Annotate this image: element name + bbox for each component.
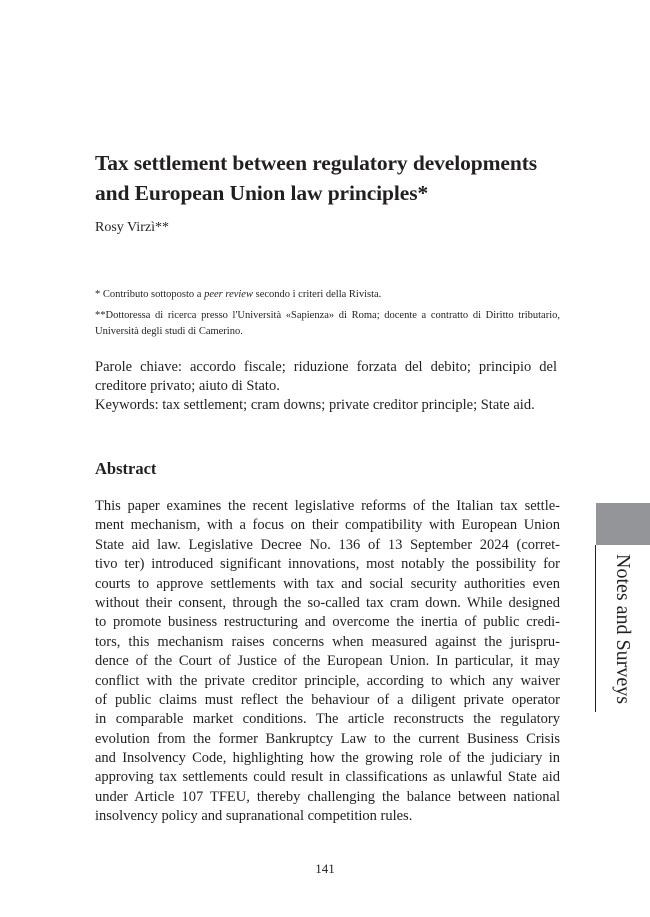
- footnote-1-prefix: * Contributo sottoposto a: [95, 289, 205, 300]
- abstract-line: to promote business restructuring and overcome the inertia of public credi-: [95, 614, 560, 631]
- keywords-italian-line-1: Parole chiave: accordo fiscale; riduzione forzata del debito; principio del: [95, 359, 557, 375]
- abstract-line: tors, this mechanism raises concerns when measured against the jurispru-: [95, 633, 560, 650]
- section-tab-label: Notes and Surveys: [612, 553, 634, 704]
- abstract-line: under Article 107 TFEU, thereby challenging the balance between national: [95, 788, 560, 805]
- keywords-english: Keywords: tax settlement; cram downs; private creditor principle; State aid.: [95, 397, 535, 413]
- footnote-1-suffix: secondo i criteri della Rivista.: [252, 289, 382, 300]
- abstract-line: dence of the Court of Justice of the European Union. In particular, it may: [95, 653, 560, 670]
- abstract-line: in comparable market conditions. The article reconstructs the regulatory: [95, 711, 560, 728]
- page-number: 141: [315, 861, 335, 876]
- abstract-body: [95, 497, 560, 827]
- section-tab-rule: [595, 545, 596, 712]
- footnote-1-italic: peer review: [204, 289, 253, 300]
- abstract-line: conflict with the private creditor principle, according to which any waiver: [95, 672, 560, 689]
- abstract-line: ment mechanism, with a focus on their compatibility with European Union: [95, 517, 560, 534]
- author-name: Rosy Virzì**: [95, 220, 169, 235]
- keywords-block: [95, 358, 557, 415]
- abstract-line: approving tax settlements could result in classifications as unlawful State aid: [95, 769, 560, 786]
- abstract-line: of public claims must reflect the behaviour of a diligent private operator: [95, 691, 560, 708]
- abstract-line: This paper examines the recent legislative reforms of the Italian tax settle-: [95, 498, 560, 514]
- abstract-line: insolvency policy and supranational competition rules.: [95, 808, 413, 825]
- footnote-peer-review: [95, 287, 560, 303]
- section-tab-marker: [596, 503, 650, 545]
- abstract-line: tivo ter) introduced significant innovations, most notably the possibility for: [95, 556, 560, 573]
- abstract-line: and Insolvency Code, highlighting how the growing role of the judiciary in: [95, 750, 560, 767]
- article-title: [95, 148, 575, 208]
- footnote-author-affiliation: **Dottoressa di ricerca presso l'Università «Sapienza» di Roma; docente a contratto di Diritto tributario, Università degli studi di Camerino.: [95, 310, 560, 337]
- title-line-1: Tax settlement between regulatory developments: [95, 151, 538, 175]
- abstract-line: without their consent, through the so-called tax cram down. While designed: [95, 594, 560, 611]
- abstract-line: courts to approve settlements with tax and social security authorities even: [95, 575, 560, 592]
- abstract-heading: Abstract: [95, 459, 157, 478]
- title-line-2: and European Union law principles*: [95, 181, 429, 205]
- abstract-line: State aid law. Legislative Decree No. 136 of 13 September 2024 (corret-: [95, 536, 560, 553]
- footnotes: [95, 287, 560, 340]
- keywords-italian-line-2: creditore privato; aiuto di Stato.: [95, 378, 280, 394]
- abstract-line: evolution from the former Bankruptcy Law to the current Business Crisis: [95, 730, 560, 747]
